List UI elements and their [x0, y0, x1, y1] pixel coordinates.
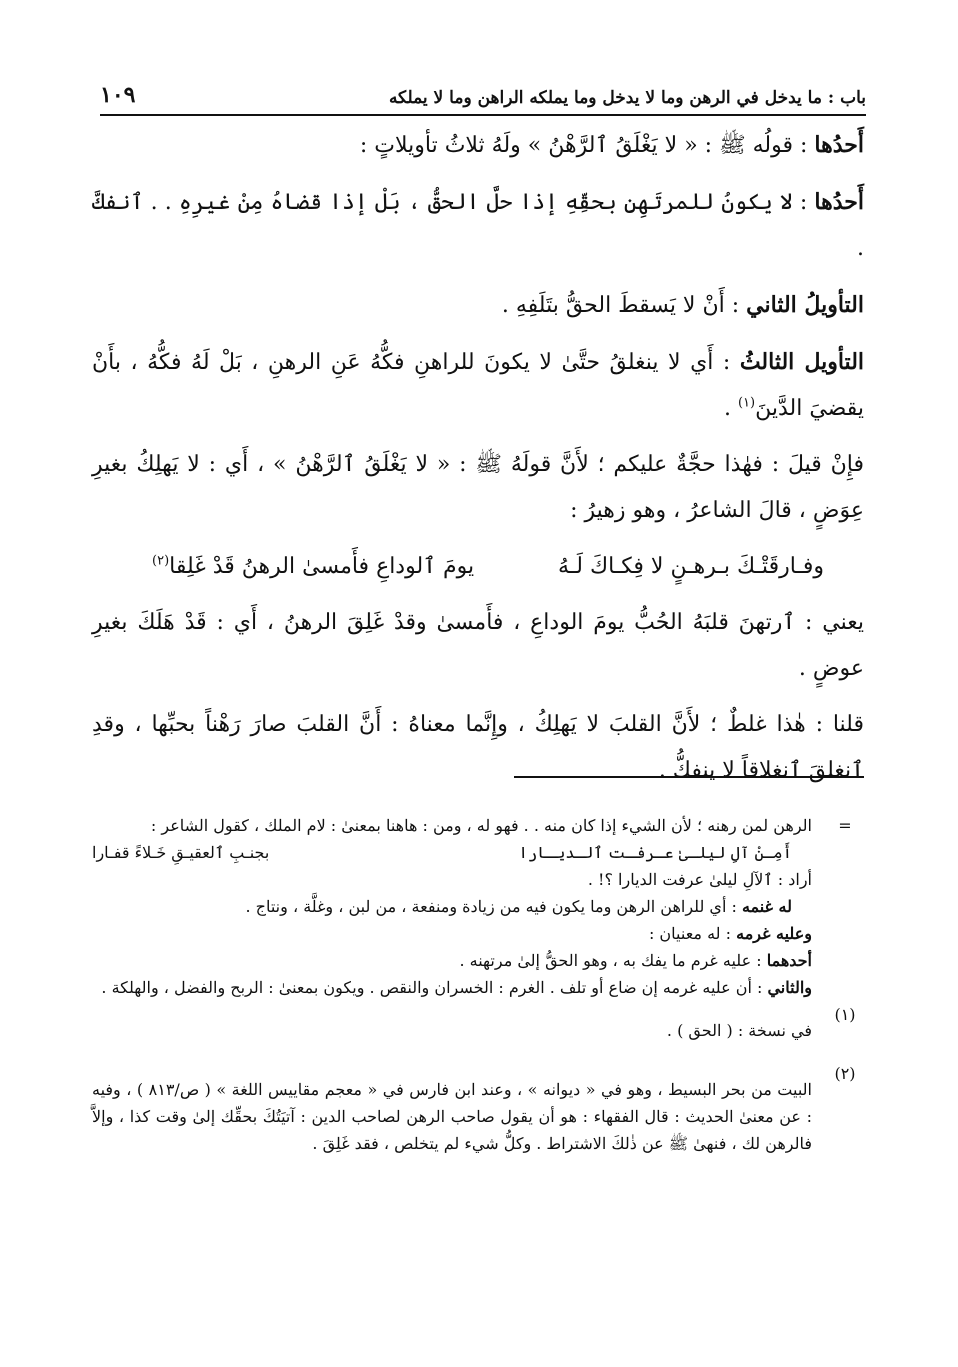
footnote-separator	[514, 776, 864, 778]
continuation-line-6-text: : أن عليه غرمه إن ضاع أو تلف . الغرم : الخسران والنقص . ويكون بمعنىٰ : الربح والفضل ، والهلكة .	[101, 978, 768, 997]
footnote-verse-second: بجنـبِ ٱلعقيـقِ خَـلاءً قفـارا	[92, 843, 270, 862]
main-text	[92, 122, 864, 804]
continuation-line-6-lead: والثاني	[767, 978, 812, 997]
footnote-verse	[92, 839, 812, 866]
paragraph-4-lead: التأويل الثالثُ	[739, 349, 865, 375]
continuation-line-3-text: : أي للراهن الرهن وما يكون فيه من زيادة ومنفعة ، من لبن ، وغلَّة ، ونتاج .	[245, 897, 742, 916]
continuation-line-5-text: : عليه غرم ما يفك به ، وهو الحقُّ إلىٰ مرتهنه .	[459, 951, 767, 970]
continuation-line-5	[92, 947, 812, 974]
continuation-line-4-lead: وعليه غرمه	[736, 924, 812, 943]
continuation-body	[92, 812, 812, 1001]
paragraph-2-lead: أَحدُها	[814, 189, 864, 215]
footnote-2-text: البيت من بحر البسيط ، وهو في « ديوانه » ، وعند ابن فارس في « معجم مقاييس اللغة » ( ص/٨١٣ ) ، وفيه : عن معنىٰ الحديث : قال الفقهاء : هو أن يقول صاحب الرهن لصاحب الدين : آتيَتُكَ بحقِّك إلىٰ وقت كذا ، وإلاَّ فالرهن لك ، فنهىٰ ﷺ عن ذٰلكَ الاشتراط . وكلُّ شيء لم يتخلص ، فقد غَلِقَ .	[92, 1080, 812, 1153]
page-header	[100, 74, 866, 116]
footnotes	[92, 812, 868, 1173]
footnote-1	[92, 1001, 868, 1060]
paragraph-4-end: .	[723, 396, 738, 421]
footnote-1-text: في نسخة : ( الحق ) .	[666, 1021, 812, 1040]
continuation-line-6	[92, 974, 812, 1001]
paragraph-5: فإِنْ قيلَ : فهٰذا حجَّةٌ عليكم ؛ لأَنَّ قولَهُ ﷺ : « لا يَغْلَقُ ٱلرَّهْنُ » ، أَي : لا يَهلِكُ بغيرِ عِوَضٍ ، قالَ الشاعرُ ، وهو زهيرُ :	[92, 452, 864, 523]
continuation-mark: =	[838, 816, 852, 835]
continuation-line-4	[92, 920, 812, 947]
footnote-continuation	[92, 812, 868, 1001]
continuation-line-1: الرهن لمن رهنه ؛ لأن الشيء إذا كان منه . . فهو له ، ومن : هاهنا بمعنىٰ : لام الملك ، كقول الشاعر :	[150, 816, 812, 835]
footnote-ref-2: (٢)	[152, 553, 170, 569]
continuation-line-5-lead: أحدهما	[766, 951, 812, 970]
running-title: باب : ما يدخل في الرهن وما لا يدخل وما يملكه الراهن وما لا يملكه	[388, 88, 866, 108]
paragraph-6: يعني : ٱرتهنَ قلبَهُ الحُبُّ يومَ الوداعِ ، فأَمسىٰ وقدْ غَلِقَ الرهنُ ، أَي : قَدْ هَلَكَ بغيرِ عوضٍ .	[92, 610, 864, 681]
paragraph-3-lead: التأويلُ الثاني	[746, 292, 864, 318]
paragraph-7: قلنا : هٰذا غلطٌ ؛ لأَنَّ القلبَ لا يَهلِكُ ، وإِنَّما معناهُ : أَنَّ القلبَ صارَ رَهْناً بحبِّها ، وقدِ ٱنغلقَ ٱنغلاقاً لا ينفكُّ .	[92, 712, 864, 783]
verse-second-hemistich: يومَ ٱلوداعِ فأَمسىٰ الرهنُ قَدْ غَلِقا	[169, 554, 475, 579]
paragraph-2	[92, 179, 864, 272]
verse	[92, 544, 864, 590]
paragraph-1-lead: أَحدُها	[814, 132, 864, 158]
paragraph-1	[92, 122, 864, 169]
paragraph-3	[92, 282, 864, 329]
paragraph-1-text: : قولُه ﷺ : « لا يَغْلَقُ ٱلرَّهْنُ » ولَهُ ثلاثُ تأويلاتٍ :	[359, 133, 815, 158]
continuation-line-4-text: : له معنيان :	[648, 924, 737, 943]
paragraph-2-text: : لا يكونُ للمرتَهِنِ بحقِّهِ إذا حلَّ الحقُّ ، بَلْ إذا قضاهُ مِنْ غيرِهِ . . ٱنفكَّ .	[92, 190, 864, 261]
paragraph-3-text: : أَنْ لا يَسقطَ الحقُّ بتَلَفِهِ .	[501, 293, 747, 318]
footnote-1-mark: (١)	[834, 1005, 856, 1024]
continuation-line-3-lead: له غنمه	[741, 897, 792, 916]
page-number: ١٠٩	[100, 82, 136, 108]
continuation-line-3	[92, 893, 812, 920]
footnote-ref-1: (١)	[737, 395, 756, 411]
footnote-2	[92, 1060, 868, 1173]
verse-first-hemistich: وفـارقَتْـكَ بـرهـنٍ لا فِكـاكَ لَـهُ	[558, 554, 824, 579]
paragraph-4-text: : أَي لا ينغلقُ حتَّىٰ لا يكونَ للراهنِ فكُّهُ عَنِ الرهنِ ، بَلْ لَهُ فكُّهُ ، بأَنْ يقضيَ الدَّينَ	[92, 350, 864, 421]
footnote-verse-first: أَمِـنْ آلِ ليلـىٰ عـرفـت ٱلـديـارا	[518, 843, 792, 862]
continuation-line-2: أراد : ٱلآلِ ليلىٰ عرفت الديارا ؟! .	[587, 870, 812, 889]
paragraph-4	[92, 339, 864, 432]
verse-second-hemistich-wrap	[152, 544, 474, 590]
footnote-2-mark: (٢)	[834, 1064, 856, 1083]
